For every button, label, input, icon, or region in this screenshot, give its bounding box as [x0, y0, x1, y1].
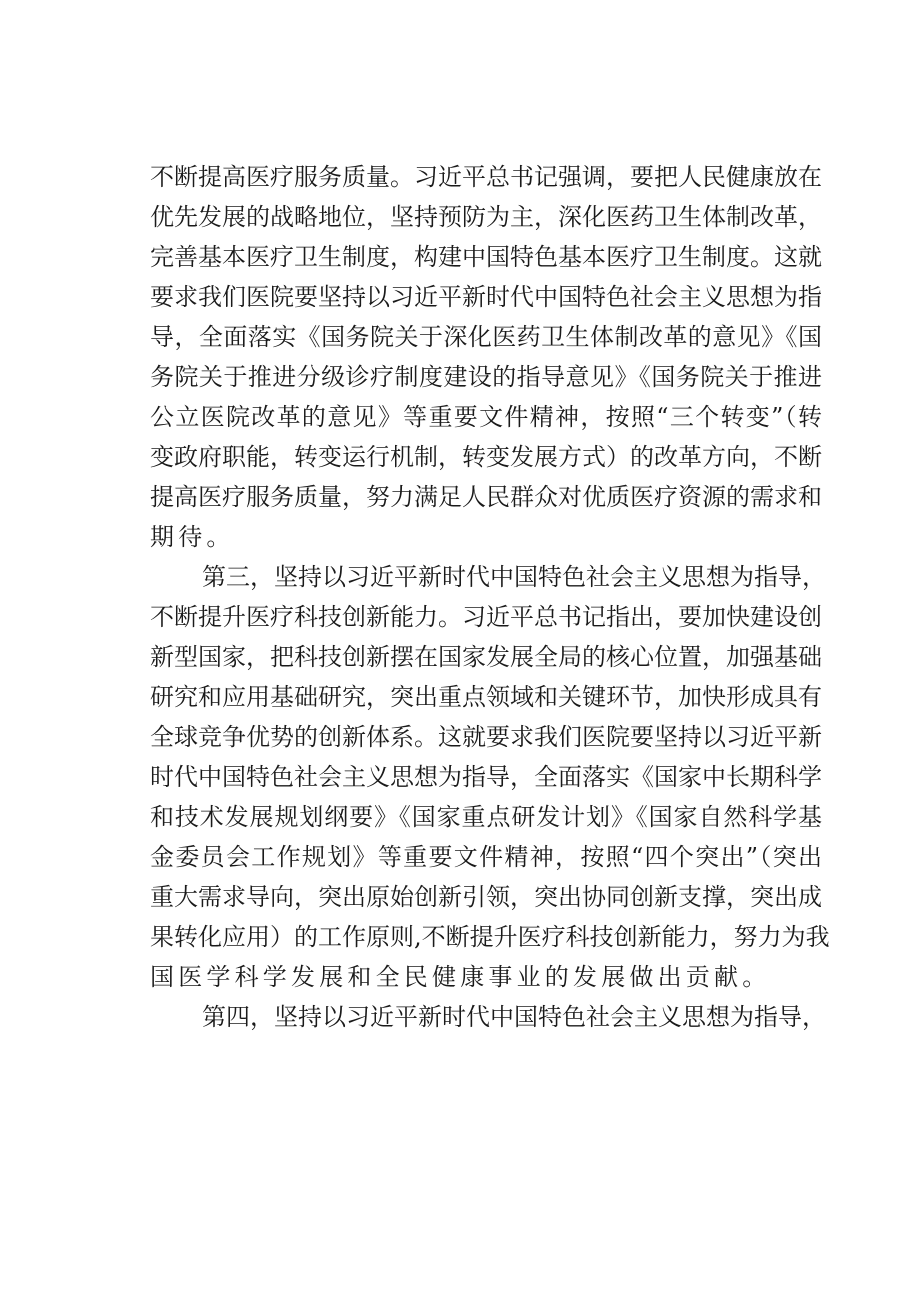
text-line: 完善基本医疗卫生制度，构建中国特色基本医疗卫生制度。这就: [150, 243, 822, 271]
text-line: 重大需求导向，突出原始创新引领，突出协同创新支撑，突出成: [150, 883, 822, 911]
text-line: 国医学科学发展和全民健康事业的发展做出贡献。: [150, 963, 771, 991]
paragraph-start-line: 第三，坚持以习近平新时代中国特色社会主义思想为指导，: [202, 563, 826, 591]
text-line: 变政府职能，转变运行机制，转变发展方式）的改革方向，不断: [150, 443, 822, 471]
text-line: 公立医院改革的意见》等重要文件精神，按照“三个转变”（转: [150, 403, 822, 431]
text-line: 金委员会工作规划》等重要文件精神，按照“四个突出”（突出: [150, 843, 822, 871]
text-line: 新型国家，把科技创新摆在国家发展全局的核心位置，加强基础: [150, 643, 822, 671]
text-line: 不断提高医疗服务质量。习近平总书记强调，要把人民健康放在: [150, 163, 822, 191]
text-line: 优先发展的战略地位，坚持预防为主，深化医药卫生体制改革，: [150, 203, 822, 231]
body-text: [150, 157, 830, 1037]
text-line: 全球竞争优势的创新体系。这就要求我们医院要坚持以习近平新: [150, 723, 822, 751]
text-line: 期待。: [150, 523, 235, 551]
text-line: 时代中国特色社会主义思想为指导，全面落实《国家中长期科学: [150, 763, 822, 791]
paragraph-start-line: 第四，坚持以习近平新时代中国特色社会主义思想为指导，: [202, 1003, 826, 1031]
text-line: 研究和应用基础研究，突出重点领域和关键环节，加快形成具有: [150, 683, 822, 711]
text-line: 不断提升医疗科技创新能力。习近平总书记指出，要加快建设创: [150, 603, 822, 631]
text-line: 果转化应用）的工作原则,不断提升医疗科技创新能力，努力为我: [150, 923, 830, 951]
text-line: 和技术发展规划纲要》《国家重点研发计划》《国家自然科学基: [150, 803, 822, 831]
text-line: 要求我们医院要坚持以习近平新时代中国特色社会主义思想为指: [150, 283, 822, 311]
text-line: 务院关于推进分级诊疗制度建设的指导意见》《国务院关于推进: [150, 363, 822, 391]
text-line: 提高医疗服务质量，努力满足人民群众对优质医疗资源的需求和: [150, 483, 822, 511]
text-line: 导，全面落实《国务院关于深化医药卫生体制改革的意见》《国: [150, 323, 822, 351]
